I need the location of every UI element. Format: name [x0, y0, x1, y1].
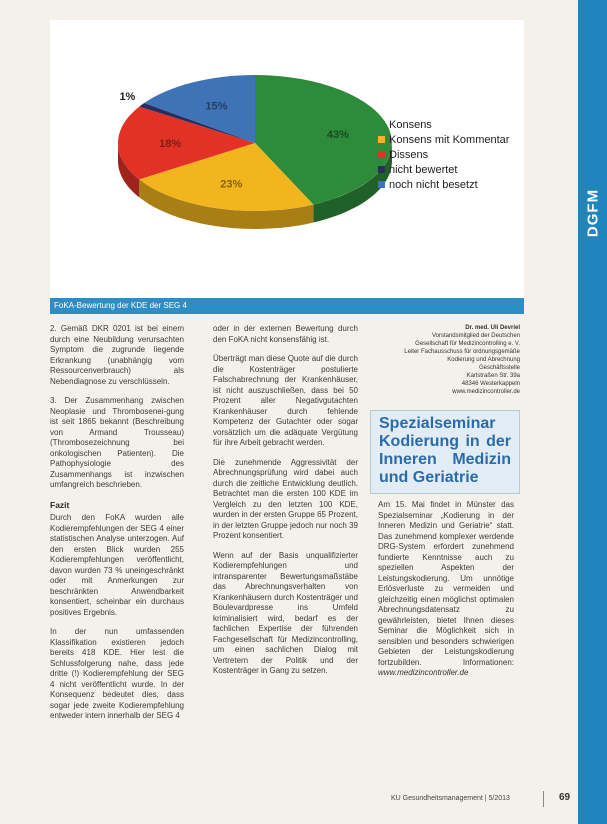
footer-divider: [543, 791, 544, 807]
office-label: Geschäftsstelle: [478, 365, 520, 371]
journal-name: KU Gesundheitsmanagement | 5/2013: [391, 795, 510, 802]
paragraph: Durch den FoKA wurden alle Kodierempfehlungen der SEG 4 einer statistischen Analyse unterzogen. Auf den ersten Blick wurden 255 Kodierempfehlungen veröffentlicht, davon wurden 73 % uneingeschränkt oder mit Anmerkungen zur beschränkten Anwendbarkeit konsentiert, scheinbar ein durchaus positives Ergebnis.: [50, 513, 184, 617]
paragraph: 3. Der Zusammenhang zwischen Neoplasie und Thrombosenei-gung ist seit 1865 bekannt (Beschreibung von Armand Trousseau) (Thrombosezeichnung bei onkologischen Patienten). Die Pathophysiologie des Zusammenhangs ist inzwischen umfangreich beschrieben.: [50, 396, 184, 489]
paragraph: Die zunehmende Aggressivität der Abrechnungsprüfung wird dabei auch durch die zeitliche Entwicklung deutlich. Betrachtet man die ersten 100 KDE im Vergleich zu den letzten 100 KDE, wurden in der ersten Gruppe 65 Prozent, in der letzten Gruppe jedoch nur noch 39 Prozent konsentiert.: [213, 457, 358, 540]
text-column-1: [50, 324, 184, 731]
seminar-link[interactable]: www.medizincontroller.de: [378, 668, 469, 677]
legend-swatch: [378, 136, 385, 143]
legend-swatch: [378, 151, 385, 158]
legend-label: Konsens: [389, 119, 432, 131]
section-tab: [578, 178, 607, 248]
text-column-3: [370, 324, 520, 679]
paragraph: 2. Gemäß DKR 0201 ist bei einem durch eine Neubildung verursachten Symptom die zugrunde liegende Erkrankung (unabhängig vom Ressourcenverbrauch) als Nebendiagnose zu verschlüsseln.: [50, 324, 184, 386]
author-name: Dr. med. Uli Devriel: [465, 325, 520, 331]
section-heading: Fazit: [50, 499, 70, 510]
text-column-2: [213, 324, 358, 686]
author-role: Gesellschaft für Medizincontrolling e. V.: [415, 341, 520, 347]
seminar-title: Spezialseminar Kodierung in der Inneren Medizin und Geriatrie: [370, 410, 520, 494]
author-role: Vorstandsmitglied der Deutschen: [431, 333, 520, 339]
page-number: 69: [559, 792, 571, 803]
figure-caption: FoKA-Bewertung der KDE der SEG 4: [50, 298, 524, 314]
office-website[interactable]: www.medizincontroller.de: [452, 389, 520, 395]
legend-swatch: [378, 166, 385, 173]
author-role: Leiter Fachausschuss für ordnungsgemäße: [404, 349, 520, 355]
paragraph: oder in der externen Bewertung durch den FoKA nicht konsensfähig ist.: [213, 324, 358, 344]
paragraph: Wenn auf der Basis unqualifizierter Kodierempfehlungen und intransparenter Bewertungsmaßstäbe das Abrechnungsverhalten von Krankenhäusern durch Kostenträger und Boulevardpresse ins Umfeld kriminalisiert wird, bedarf es der fachlichen Expertise der führenden Fachgesellschaft für Medizincontrolling, um einen sachlichen Dialog mit Vertretern der Politik und der Kostenträger in Gang zu setzen.: [213, 550, 358, 675]
seminar-body: [370, 494, 520, 679]
legend-label: noch nicht besetzt: [389, 179, 478, 191]
page-footer: [360, 794, 575, 806]
section-tab-label: DGFM: [584, 188, 601, 238]
section-side-bar: [578, 0, 607, 824]
author-role: Kodierung und Abrechnung: [447, 357, 520, 363]
pie-value-label: 43%: [326, 128, 349, 141]
seminar-box: [370, 410, 520, 679]
legend-label: Konsens mit Kommentar: [389, 134, 510, 146]
legend-swatch: [378, 121, 385, 128]
pie-value-label: 18%: [159, 138, 182, 150]
legend-label: Dissens: [389, 149, 429, 161]
pie-chart-figure: [50, 20, 524, 314]
pie-value-label: 15%: [205, 100, 228, 113]
author-signature: [370, 324, 520, 396]
legend-label: nicht bewertet: [389, 164, 458, 176]
office-street: Karlstraßen Str. 39a: [466, 373, 520, 379]
pie-value-label: 1%: [119, 91, 136, 103]
seminar-text: Am 15. Mai findet in Münster das Spezialseminar „Kodierung in der Inneren Medizin und Geriatrie“ statt. Das zunehmend komplexer werdende DRG-System erfordert zunehmend fundierte Kenntnisse auch zu speziellen Aspekten der Leistungskodierung. Um unnötige Erlösverluste zu vermeiden und gleichzeitig einen möglichst optimalen Abrechnungsdatensatz zu gewährleisten, bietet Ihnen dieses Seminar die Möglichkeit sich in sensiblen und besonders schwierigen Gebieten der Leistungskodierung fortzubilden. Informationen:: [378, 500, 514, 667]
legend-swatch: [378, 181, 385, 188]
office-city: 48346 Westerkappeln: [461, 381, 520, 387]
pie-value-label: 23%: [220, 178, 243, 191]
pie-chart: [50, 20, 524, 298]
paragraph: Überträgt man diese Quote auf die durch die Kostenträger postulierte Falschabrechnung der Krankenhäuser, ist nicht auszuschließen, dass bei 50 Prozent aller Negativgutachten Krankenhäuser durch fehlende Kompetenz der Gutachter oder sogar vorsätzlich um die adäquate Vergütung für ihre Arbeit gebracht werden.: [213, 354, 358, 447]
paragraph: In der nun umfassenden Klassifikation existieren jedoch bereits 418 KDE. Hier lest die Schlussfolgerung nahe, dass jede dritte (!) Kodierempfehlung der SEG 4 nicht veröffentlicht wurde. In der Konsequenz bedeutet dies, dass sogar jede zweite Kodierempfehlung entweder intern innerhalb der SEG 4: [50, 627, 184, 720]
